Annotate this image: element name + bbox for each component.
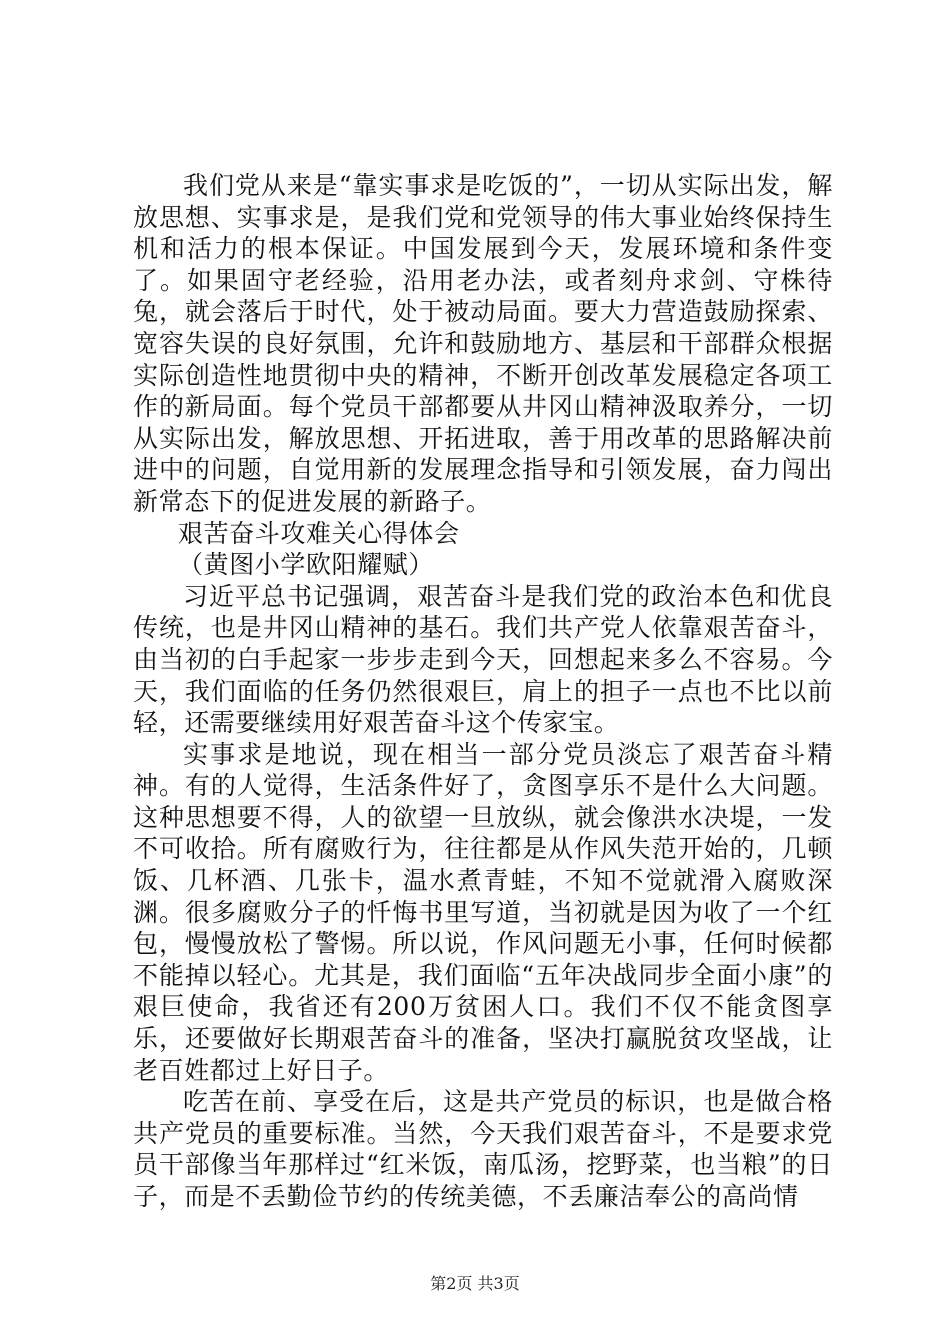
section-heading: 艰苦奋斗攻难关心得体会 — [178, 518, 460, 548]
paragraph-2: 习近平总书记强调，艰苦奋斗是我们党的政治本色和优良传统，也是井冈山精神的基石。我们共产党人依靠艰苦奋斗，由当初的白手起家一步步走到今天，回想起来多么不容易。今天，我们面临的任务仍然很艰巨，肩上的担子一点也不比以前轻，还需要继续用好艰苦奋斗这个传家宝。 — [133, 581, 833, 738]
document-body — [133, 170, 833, 1213]
paragraph-4: 吃苦在前、享受在后，这是共产党员的标识，也是做合格共产党员的重要标准。当然，今天我们艰苦奋斗，不是要求党员干部像当年那样过“红米饭，南瓜汤，挖野菜，也当粮”的日子，而是不丢勤俭节约的传统美德，不丢廉洁奉公的高尚情 — [133, 1087, 833, 1211]
page-footer: 第2页 共3页 — [430, 1274, 520, 1293]
paragraph-3: 实事求是地说，现在相当一部分党员淡忘了艰苦奋斗精神。有的人觉得，生活条件好了，贪图享乐不是什么大问题。这种思想要不得，人的欲望一旦放纵，就会像洪水决堤，一发不可收拾。所有腐败行为，往往都是从作风失范开始的，几顿饭、几杯酒、几张卡，温水煮青蛙，不知不觉就滑入腐败深渊。很多腐败分子的忏悔书里写道，当初就是因为收了一个红包，慢慢放松了警惕。所以说，作风问题无小事，任何时候都不能掉以轻心。尤其是，我们面临“五年决战同步全面小康”的艰巨使命，我省还有200万贫困人口。我们不仅不能贪图享乐，还要做好长期艰苦奋斗的准备，坚决打赢脱贫攻坚战，让老百姓都过上好日子。 — [133, 739, 833, 1085]
paragraph-1: 我们党从来是“靠实事求是吃饭的”，一切从实际出发，解放思想、实事求是，是我们党和党领导的伟大事业始终保持生机和活力的根本保证。中国发展到今天，发展环境和条件变了。如果固守老经验，沿用老办法，或者刻舟求剑、守株待兔，就会落后于时代，处于被动局面。要大力营造鼓励探索、宽容失误的良好氛围，允许和鼓励地方、基层和干部群众根据实际创造性地贯彻中央的精神，不断开创改革发展稳定各项工作的新局面。每个党员干部都要从井冈山精神汲取养分，一切从实际出发，解放思想、开拓进取，善于用改革的思路解决前进中的问题，自觉用新的发展理念指导和引领发展，奋力闯出新常态下的促进发展的新路子。 — [133, 171, 833, 516]
author-line: （黄图小学欧阳耀赋） — [178, 550, 435, 580]
